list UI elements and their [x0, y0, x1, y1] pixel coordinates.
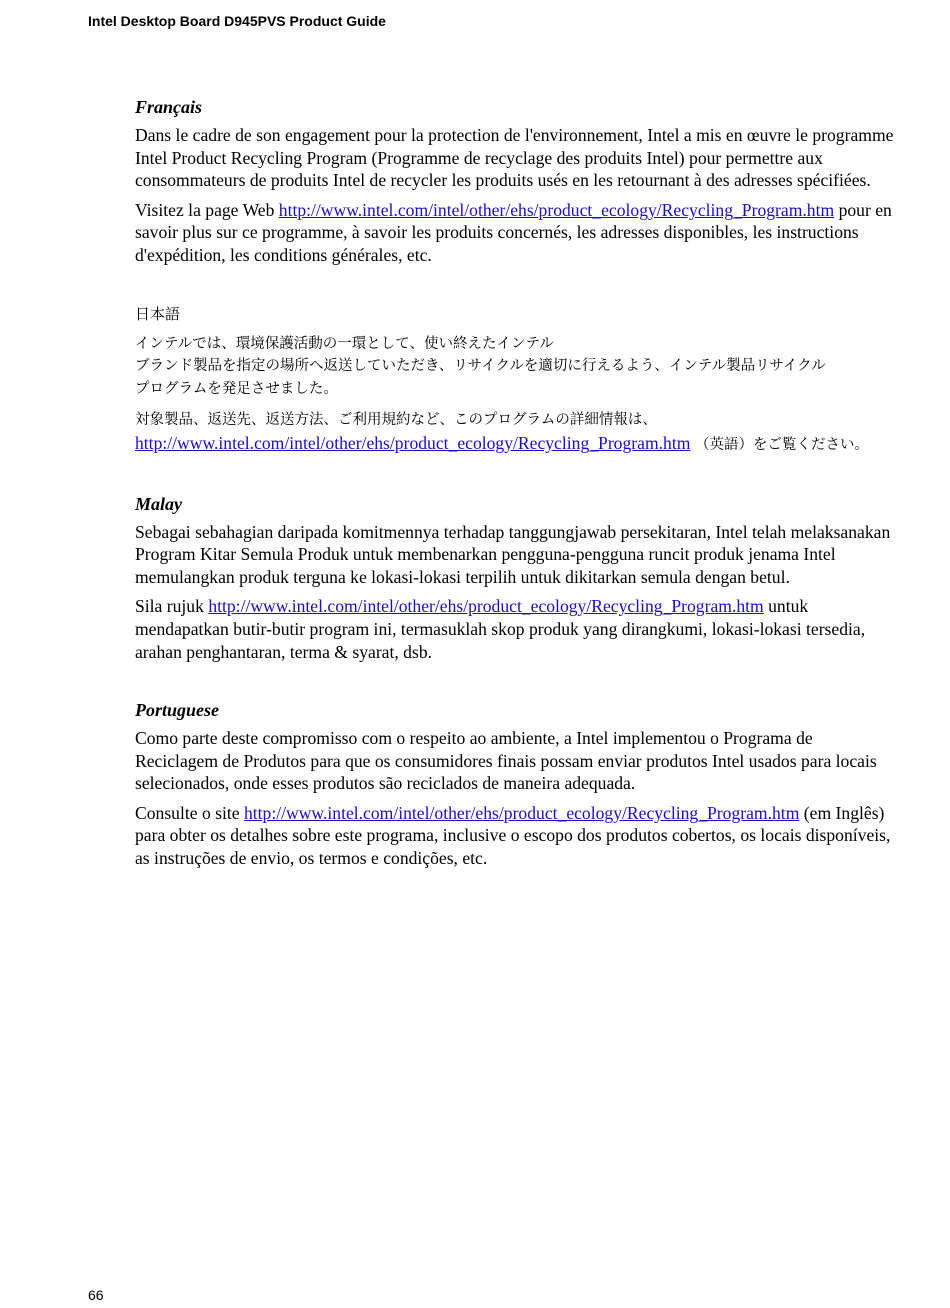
section-heading-japanese: 日本語 — [135, 304, 181, 323]
paragraph-malay-intro: Sebagai sebahagian daripada komitmennya terhadap tanggungjawab persekitaran, Intel telah melaksanakan Program Kitar Semula Produk untuk membenarkan pengguna-pengguna runcit produk jenama Intel memulangkan produk terguna ke lokasi-lokasi terpilih untuk dikitarkan semula dengan betul. — [135, 521, 891, 587]
recycling-program-link[interactable]: http://www.intel.com/intel/other/ehs/product_ecology/Recycling_Program.htm — [243, 802, 800, 823]
section-portuguese — [135, 699, 900, 870]
japanese-line-3: プログラムを発足させました。 — [135, 380, 338, 397]
section-heading-portuguese: Portuguese — [135, 700, 220, 721]
recycling-program-link[interactable]: http://www.intel.com/intel/other/ehs/product_ecology/Recycling_Program.htm — [208, 596, 764, 617]
recycling-program-link[interactable]: http://www.intel.com/intel/other/ehs/product_ecology/Recycling_Program.htm — [135, 432, 691, 453]
page-number: 66 — [88, 1287, 104, 1303]
text-after-link: （英語）をご覧ください。 — [690, 436, 870, 453]
paragraph-francais-intro: Dans le cadre de son engagement pour la protection de l'environnement, Intel a mis en œuvre le programme Intel Product Recycling Program (Programme de recyclage des produits Intel) pour permettre aux consommateurs de produits Intel de recycler les produits usés en les retournant à des adresses spécifiées. — [135, 125, 894, 191]
section-heading-malay: Malay — [135, 493, 182, 514]
section-francais — [135, 96, 900, 267]
page-content — [135, 96, 900, 906]
text-after-link: untuk mendapatkan butir-butir program ini, termasuklah skop produk yang dirangkumi, lokasi-lokasi tersedia, arahan penghantaran, terma & syarat, dsb. — [135, 596, 866, 662]
section-malay — [135, 493, 900, 664]
text-before-link: Sila rujuk — [135, 596, 209, 617]
section-japanese — [135, 303, 900, 457]
recycling-program-link[interactable]: http://www.intel.com/intel/other/ehs/product_ecology/Recycling_Program.htm — [278, 199, 835, 220]
paragraph-francais-link — [135, 199, 900, 267]
text-after-link: (em Inglês) para obter os detalhes sobre este programa, inclusive o escopo dos produtos cobertos, os locais disponíveis, as instruções de envio, os termos e condições, etc. — [135, 802, 891, 869]
japanese-line-1: インテルでは、環境保護活動の一環として、使い終えたインテル — [135, 335, 554, 352]
text-after-link: pour en savoir plus sur ce programme, à savoir les produits concernés, les adresses disponibles, les instructions d'expédition, les conditions générales, etc. — [135, 199, 892, 265]
paragraph-portuguese-intro: Como parte deste compromisso com o respeito ao ambiente, a Intel implementou o Programa de Reciclagem de Produtos para que os consumidores finais possam enviar produtos Intel usados para locais selecionados, onde esses produtos são reciclados de maneira adequada. — [135, 728, 877, 794]
paragraph-japanese-link — [135, 407, 900, 456]
paragraph-malay-link — [135, 595, 900, 663]
text-before-link: 対象製品、返送先、返送方法、ご利用規約など、このプログラムの詳細情報は、 — [135, 412, 657, 429]
page-header: Intel Desktop Board D945PVS Product Guide — [88, 13, 386, 29]
japanese-line-2: ブランド製品を指定の場所へ返送していただき、リサイクルを適切に行えるよう、インテル製品リサイクル — [135, 358, 826, 375]
paragraph-japanese-intro — [135, 333, 900, 401]
text-before-link: Consulte o site — [135, 802, 244, 823]
paragraph-portuguese-link — [135, 802, 900, 870]
section-heading-francais: Français — [135, 97, 203, 117]
text-before-link: Visitez la page Web — [135, 199, 279, 220]
